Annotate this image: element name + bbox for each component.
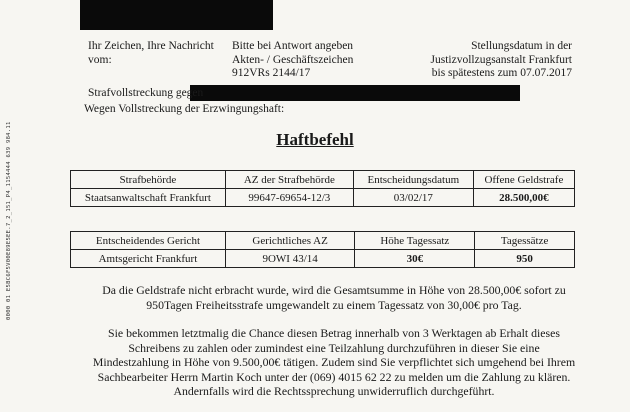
table-cell: 950 [475, 250, 575, 268]
header-col2-line3: 912VRs 2144/17 [232, 67, 311, 79]
table-cell: Strafbehörde [71, 171, 226, 189]
redaction-bar-top [80, 0, 273, 30]
header-col2-line2: Akten- / Geschäftszeichen [232, 53, 354, 66]
table-cell: Tagessätze [475, 232, 575, 250]
redaction-bar-name [190, 85, 520, 101]
paragraph-line: Schreibens zu zahlen oder zumindest eine Teilzahlung durchzuführen in dieser Sie eine [128, 340, 540, 355]
paragraph-line: Da die Geldstrafe nicht erbracht wurde, wird die Gesamtsumme in Höhe von 28.500,00€ sofort zu [102, 283, 566, 297]
table-cell: 30€ [355, 250, 475, 268]
header-col3-line2: Justizvollzugsanstalt Frankfurt [430, 53, 572, 66]
header-col1-line1: Ihr Zeichen, Ihre Nachricht [88, 40, 214, 52]
table-cell: Entscheidungsdatum [353, 171, 473, 189]
table-court [70, 231, 575, 268]
table-cell: Amtsgericht Frankfurt [71, 250, 226, 268]
table-authority [70, 170, 575, 207]
table-header-row [71, 232, 575, 250]
reason-line: Wegen Vollstreckung der Erzwingungshaft: [84, 103, 285, 115]
table-row [71, 189, 575, 207]
table-cell: 28.500,00€ [473, 189, 574, 207]
document-title: Haftbefehl [276, 130, 354, 149]
table-cell: 03/02/17 [353, 189, 473, 207]
paragraph-line: Sie bekommen letztmalig die Chance diesen Betrag innerhalb von 3 Werktagen ab Erhalt dieses [108, 326, 560, 340]
table-cell: AZ der Strafbehörde [225, 171, 353, 189]
paragraph-line: 950Tagen Freiheitsstrafe umgewandelt zu einem Tagessatz von 30,00€ pro Tag. [146, 297, 522, 312]
paragraph-conversion [84, 283, 584, 312]
header-deadline [431, 40, 573, 81]
table-cell: Offene Geldstrafe [473, 171, 574, 189]
table-cell: Entscheidendes Gericht [71, 232, 226, 250]
header-file-reference [232, 40, 353, 81]
side-barcode-text: 0000 01 E5BC6F5V00E89E5EE.7_2_151_P4_1154444 639 984.11 [6, 121, 12, 320]
paragraph-line: Mindestzahlung in Höhe von 9.500,00€ tätigen. Zudem sind Sie verpflichtet sich umgehend bei Ihrem [92, 355, 576, 369]
paragraph-payment-request [84, 326, 584, 399]
table-header-row [71, 171, 575, 189]
table-cell: Höhe Tagessatz [355, 232, 475, 250]
paragraph-line: Andernfalls wird die Rechtssprechung unwiderruflich durchgeführt. [173, 384, 495, 398]
header-your-reference [88, 40, 214, 67]
table-cell: Gerichtliches AZ [225, 232, 355, 250]
table-cell: 99647-69654-12/3 [225, 189, 353, 207]
paragraph-line: Sachbearbeiter Herrn Martin Koch unter der (069) 4015 62 22 zu melden um die Zahlung zu klären. [97, 369, 571, 384]
table-cell: Staatsanwaltschaft Frankfurt [71, 189, 226, 207]
header-col1-line2: vom: [88, 53, 112, 66]
enforcement-line: Strafvollstreckung gegen [88, 87, 204, 99]
header-col2-line1: Bitte bei Antwort angeben [232, 40, 354, 52]
header-col3-line3: bis spätestens zum 07.07.2017 [431, 67, 572, 79]
header-col3-line1: Stellungsdatum in der [471, 40, 572, 52]
table-cell: 9OWI 43/14 [225, 250, 355, 268]
table-row [71, 250, 575, 268]
